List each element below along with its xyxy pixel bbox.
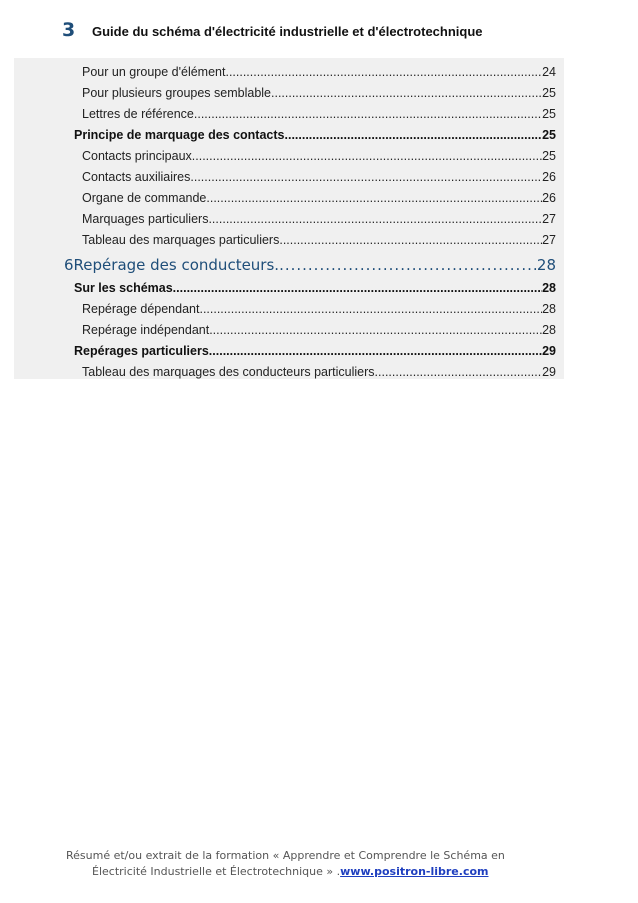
toc-dot-leader [209,344,542,358]
toc-page-number: 28 [536,256,556,274]
toc-dot-leader [375,365,543,379]
toc-dot-leader [194,107,542,121]
toc-subsection-entry[interactable] [14,79,564,100]
toc-page-number: 29 [542,365,556,379]
header-title: Guide du schéma d'électricité industrielle et d'électrotechnique [92,24,483,39]
footer-website-link[interactable]: www.positron-libre.com [340,865,489,878]
toc-entry-label: Repérage indépendant [82,323,210,337]
toc-dot-leader [279,233,542,247]
toc-subsection-entry[interactable] [14,358,564,379]
toc-entry-label: Marquages particuliers [82,212,209,226]
toc-entry-label: Contacts principaux [82,149,192,163]
toc-section-entry[interactable] [14,337,564,358]
toc-chapter-entry[interactable] [14,247,564,274]
page-header [62,19,598,43]
toc-page-number: 27 [542,212,556,226]
footer-line-2-text: Électricité Industrielle et Électrotechnique » . [92,865,341,878]
toc-page-number: 29 [542,344,556,358]
toc-entry-label: Repérage des conducteurs. [73,256,280,274]
toc-entry-label: Sur les schémas. [74,281,177,295]
toc-chapter-number: 6 [64,256,74,274]
toc-page-number: 24 [542,65,556,79]
toc-page-number: 25 [542,128,556,142]
toc-dot-leader [271,86,542,100]
toc-dot-leader [229,65,542,79]
toc-entry-label: Pour plusieurs groupes semblable [82,86,271,100]
toc-subsection-entry[interactable] [14,163,564,184]
page-footer [66,848,526,880]
toc-section-entry[interactable] [14,121,564,142]
toc-subsection-entry[interactable] [14,100,564,121]
toc-page-number: 28 [542,281,556,295]
toc-page-number: 28 [542,323,556,337]
toc-subsection-entry[interactable] [14,205,564,226]
table-of-contents [14,58,564,379]
toc-dot-leader [279,256,537,274]
toc-subsection-entry[interactable] [14,316,564,337]
toc-subsection-entry[interactable] [14,295,564,316]
toc-dot-leader [192,149,542,163]
page-number: 3 [62,19,76,41]
toc-dot-leader [176,281,542,295]
toc-entry-label: Lettres de référence [82,107,194,121]
toc-entry-label: Pour un groupe d'élément. [82,65,229,79]
toc-dot-leader [190,170,542,184]
toc-entry-label: Repérage dépendant [82,302,200,316]
toc-section-entry[interactable] [14,274,564,295]
toc-subsection-entry[interactable] [14,226,564,247]
toc-page-number: 28 [542,302,556,316]
toc-page-number: 26 [542,170,556,184]
toc-entry-label: Contacts auxiliaires [82,170,191,184]
toc-entry-label: Tableau des marquages particuliers [82,233,280,247]
toc-dot-leader [208,212,542,226]
toc-subsection-entry[interactable] [14,184,564,205]
footer-line-1: Résumé et/ou extrait de la formation « Apprendre et Comprendre le Schéma en [66,849,505,862]
toc-dot-leader [206,191,542,205]
toc-page-number: 26 [542,191,556,205]
toc-page-number: 25 [542,86,556,100]
toc-entry-label: Tableau des marquages des conducteurs particuliers [82,365,375,379]
toc-entry-label: Principe de marquage des contacts. [74,128,288,142]
toc-dot-leader [288,128,542,142]
toc-page-number: 25 [542,107,556,121]
toc-entry-label: Repérages particuliers [74,344,209,358]
toc-dot-leader [209,323,542,337]
toc-page-number: 27 [542,233,556,247]
toc-page-number: 25 [542,149,556,163]
footer-line-2 [66,864,526,880]
toc-dot-leader [199,302,542,316]
toc-subsection-entry[interactable] [14,58,564,79]
toc-subsection-entry[interactable] [14,142,564,163]
toc-entry-label: Organe de commande [82,191,207,205]
